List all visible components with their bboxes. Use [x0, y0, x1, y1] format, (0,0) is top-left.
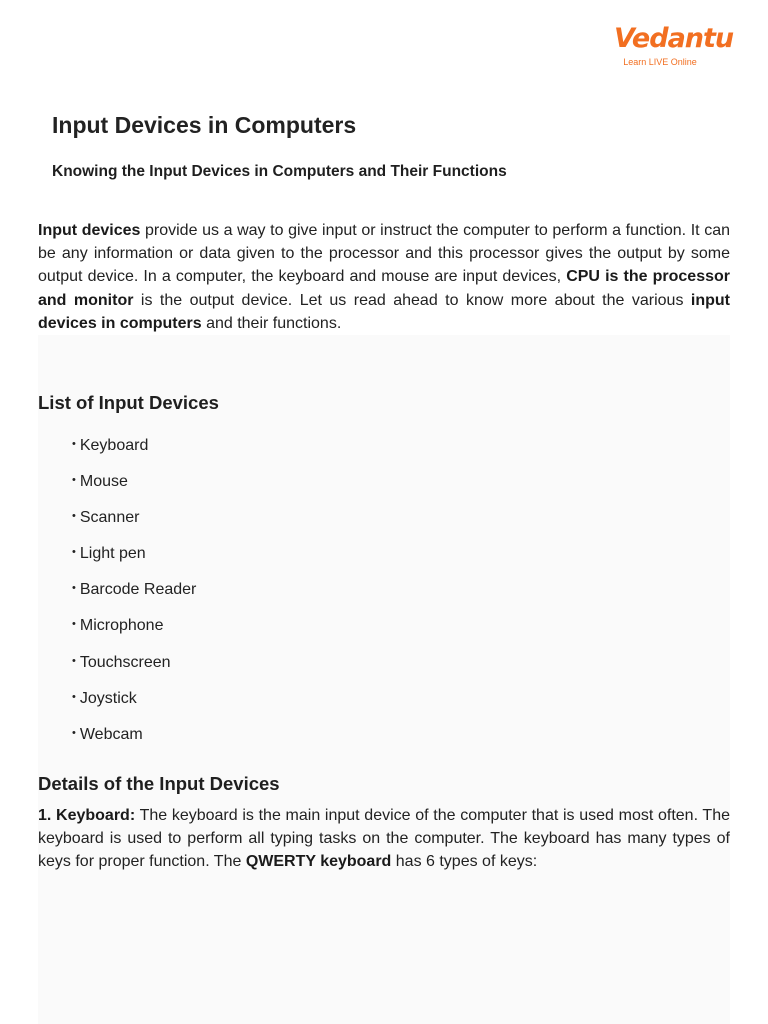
list-item: [72, 722, 196, 744]
intro-text-1: provide us a way to give input or instruct the computer to perform a function. It can be any information or data given to the processor and this processor gives the output by some output device. In a computer, the keyboard and mouse are input devices,: [38, 222, 730, 286]
logo-wordmark: Vedantu: [614, 23, 734, 54]
details-heading: Details of the Input Devices: [38, 773, 280, 794]
list-item-label: Microphone: [79, 617, 164, 635]
bullet-glyph: •: [72, 438, 76, 450]
intro-text-3: and their functions.: [201, 314, 342, 332]
logo-tagline: Learn LIVE Online: [623, 57, 697, 67]
list-item-label: Touchscreen: [79, 653, 171, 671]
list-item: [72, 613, 196, 635]
keyboard-text-2: has 6 types of keys:: [391, 853, 538, 871]
list-item: [72, 650, 196, 672]
bullet-glyph: •: [72, 546, 76, 559]
list-item: [72, 577, 196, 599]
list-item-label: Joystick: [79, 689, 137, 707]
keyboard-term-qwerty: QWERTY keyboard: [245, 853, 392, 871]
list-heading: List of Input Devices: [38, 392, 219, 413]
bullet-glyph: •: [72, 618, 76, 631]
bullet-glyph: •: [72, 690, 76, 703]
bullet-glyph: •: [72, 726, 76, 739]
bullet-glyph: •: [72, 582, 76, 595]
intro-term-input-devices: Input devices: [38, 222, 141, 239]
keyboard-paragraph: [38, 804, 730, 874]
intro-term-input-devices-computers: input devices in computers: [38, 291, 730, 332]
bullet-glyph: •: [72, 474, 76, 487]
list-item-label: Webcam: [79, 725, 143, 743]
intro-paragraph: [38, 219, 730, 335]
list-item-label: Keyboard: [79, 437, 149, 454]
page-title: Input Devices in Computers: [52, 112, 357, 138]
list-item-label: Light pen: [79, 545, 146, 563]
intro-term-cpu-monitor: CPU is the processor and monitor: [38, 268, 730, 309]
keyboard-label: 1. Keyboard:: [38, 807, 136, 824]
bullet-glyph: •: [72, 654, 76, 667]
list-item-label: Mouse: [79, 473, 128, 491]
input-device-list: [72, 433, 196, 758]
bullet-glyph: •: [72, 510, 76, 523]
intro-text-2: is the output device. Let us read ahead to know more about the various: [133, 291, 691, 309]
page-subtitle: Knowing the Input Devices in Computers and Their Functions: [52, 163, 507, 180]
list-item-label: Scanner: [79, 509, 140, 527]
list-item: [72, 686, 196, 708]
list-item-label: Barcode Reader: [79, 581, 197, 599]
vedantu-logo[interactable]: [614, 23, 734, 68]
list-item: [72, 541, 196, 563]
list-item: [72, 505, 196, 527]
list-item: [72, 469, 196, 491]
list-item: [72, 433, 196, 455]
keyboard-text-1: The keyboard is the main input device of the computer that is used most often. The keyboard is used to perform all typing tasks on the computer. The keyboard has many types of keys for proper function. The: [38, 807, 730, 871]
